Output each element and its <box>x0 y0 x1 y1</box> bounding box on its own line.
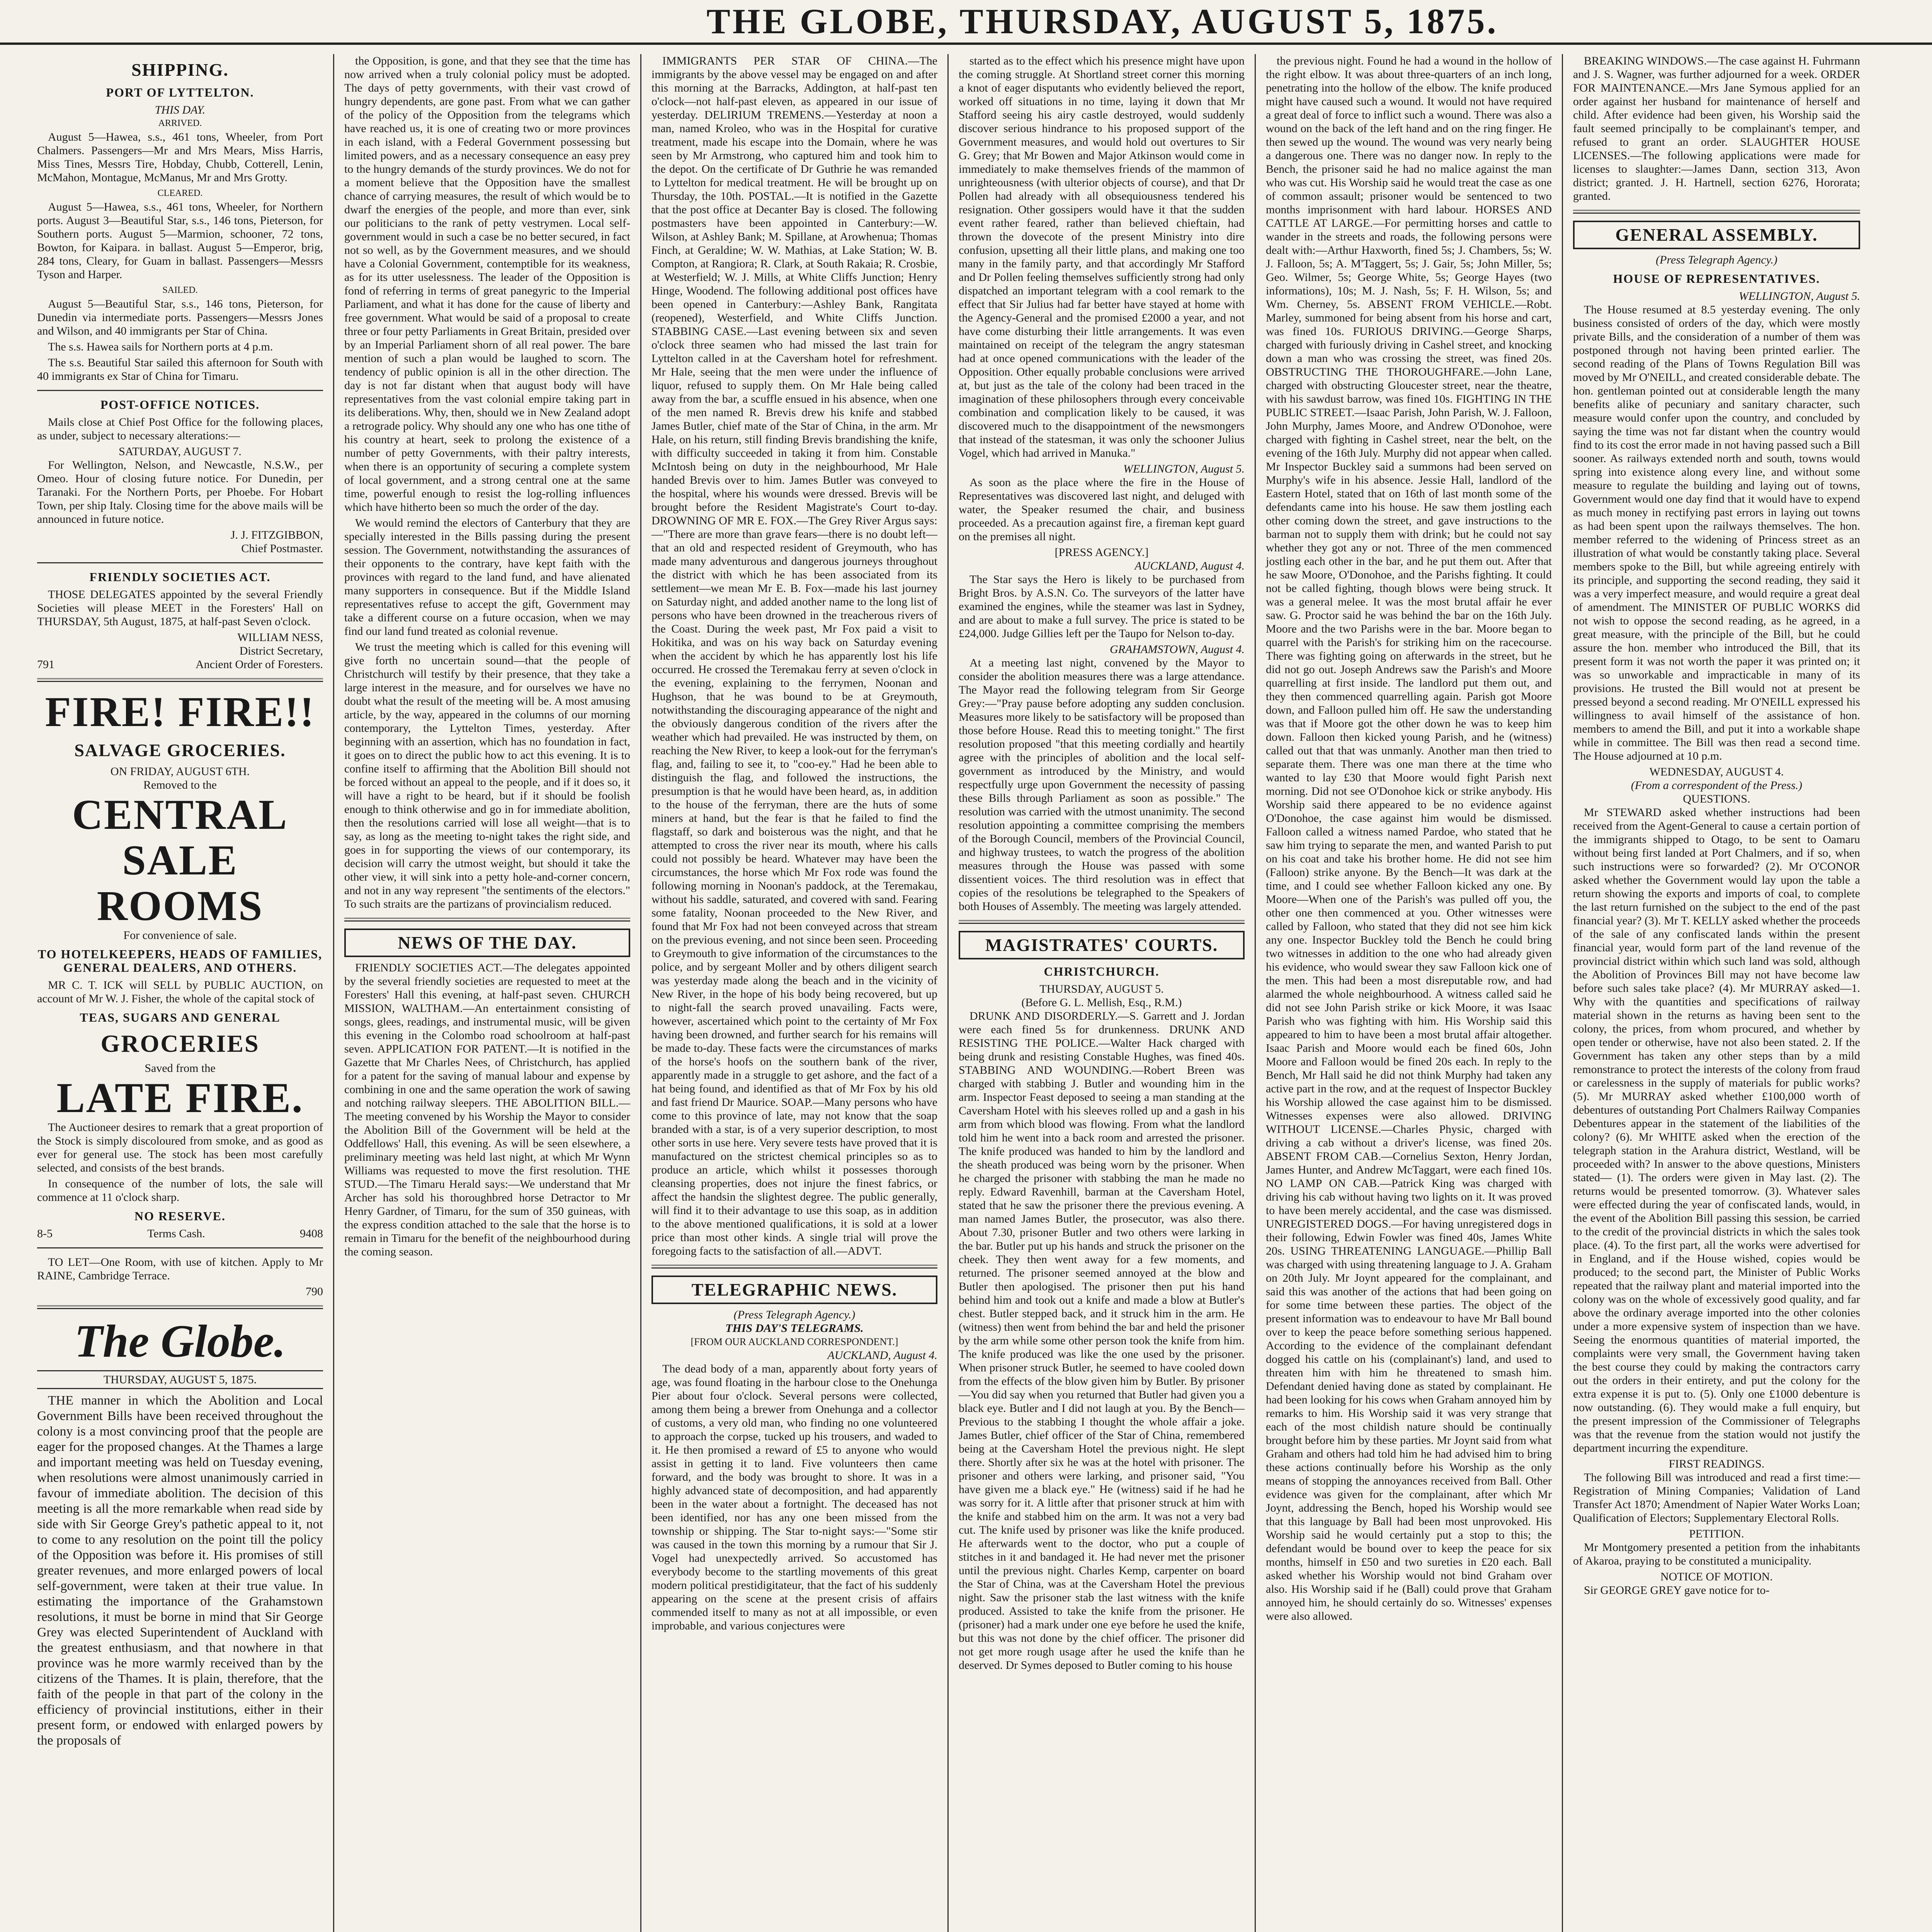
newspaper-columns <box>27 54 1932 1932</box>
court-reports: DRUNK AND DISORDERLY.—S. Garrett and J. Jordan were each fined 5s for drunkenness. DRUNK AND RESISTING THE POLICE.—Walter Hack charged with being drunk and resisting Constable Hughes, was fined 40s. STABBING AND WOUNDING.—Robert Breen was charged with stabbing J. Butler and wounding him in the arm. Inspector Feast deposed to seeing a man standing at the Caversham Hotel with his sleeves rolled up and a gash in his arm from which blood was flowing. From what the landlord told him he went into a back room and arrested the prisoner. The knife produced was handed to him by the landlord and the sheath produced was being worn by the prisoner. When he charged the prisoner with stabbing the man he made no reply. Edward Ravenhill, barman at the Caversham Hotel, stated that he saw the prisoner there the previous evening. A man named James Butler, the prosecutor, was also there. About 7.30, prisoner Butler and two others were larking in the bar. Butler put up his hands and struck the prisoner on the cheek. They then went away for a few moments, and returned. The prisoner seemed annoyed at the blow and Butler then apologised. The prisoner then put his hand behind him and took out a knife and made a blow at Butler's chest. Butler stepped back, and it struck him in the arm. He (witness) then went from behind the bar and held the prisoner by the arm while some other person took the knife from him. The knife produced was like the one used by the prisoner. When prisoner struck Butler, he seemed to have cooled down from the effects of the blow given him by Butler. By prisoner—You did say when you returned that Butler had given you a black eye. Butler and I did not laugh at you. By the Bench—Previous to the stabbing I thought the whole affair a joke. James Butler, chief officer of the Star of China, remembered being at the Caversham Hotel the previous night. He slept there. Shortly after six he was at the hotel with prisoner. The prisoner and others were larking, and prisoner said, "You have given me a black eye." He (witness) said if he had he was sorry for it. A little after that prisoner struck at him with the knife and stabbed him on the arm. It was not a very bad cut. The knife used by prisoner was like the knife produced. He afterwards went to the doctor, who put a couple of stitches in it and bandaged it. He had never met the prisoner until the previous night. Charles Kemp, carpenter on board the Star of China, was at the Caversham Hotel the previous night. Saw the prisoner stab the last witness with the knife produced. Assisted to take the knife from the prisoner. He (prisoner) had a mark under one eye before he used the knife, but this was not done by the chief officer. The prisoner did not get more rough usage after he used the knife than he deserved. Dr Symes deposed to Butler coming to his house <box>959 1010 1245 1672</box>
friendly-signature-row <box>37 658 323 671</box>
post-office-text: Mails close at Chief Post Office for the following places, as under, subject to necessary alterations:— <box>37 416 323 442</box>
assembly-agency: (Press Telegraph Agency.) <box>1656 253 1777 266</box>
news-continued: IMMIGRANTS PER STAR OF CHINA.—The immigrants by the above vessel may be engaged on and after this morning at the Barracks, Addington, at half-past ten o'clock—not half-past eleven, as appeared in our issue of yesterday. DELIRIUM TREMENS.—Yesterday at noon a man, named Kroleo, who was in the Hospital for curative treatment, made his escape into the Domain, where he was seen by Mr Armstrong, who captured him and took him to the depot. On the certificate of Dr Guthrie he was remanded to Lyttelton for medical treatment. He will be brought up on Thursday, the 10th. POSTAL.—It is notified in the Gazette that the post office at Decanter Bay is closed. The following postmasters have been appointed in Canterbury:—W. Wilson, at Ashley Bank; M. Spillane, at Arowhenua; Thomas Finch, at Geraldine; W. W. Mathias, at Lake Station; W. B. Compton, at Rangiora; R. Clark, at South Rakaia; R. Crosbie, at Westerfield; W. J. Mills, at White Cliffs Junction; Henry Hinge, Woodend. The following additional post offices have been opened in Canterbury:—Ashley Bank, Rangitata (reopened), Westerfield, and White Cliffs Junction. STABBING CASE.—Last evening between six and seven o'clock three seamen who had missed the last train for Lyttelton called in at the Caversham hotel for refreshment. Mr Hale, seeing that the men were under the influence of liquor, refused to supply them. On Mr Hale being called away from the bar, a scuffle ensued in his absence, when one of the men named R. Brevis drew his knife and stabbed James Butler, chief mate of the Star of China, in the arm. Mr Hale, on his return, still finding Brevis brandishing the knife, with difficulty succeeded in taking it from him. Constable McIntosh being on duty in the neighbourhood, Mr Hale handed Brevis over to him. James Butler was conveyed to the hospital, where his wounds were dressed. Brevis will be brought before the Resident Magistrate's Court to-day. DROWNING OF MR E. FOX.—The Grey River Argus says:—"There are more than grave fears—there is no doubt left—that an old and respected resident of Greymouth, who has made many adventurous and dangerous journeys throughout the district with which he has been associated from its settlement—we mean Mr E. B. Fox—made his last journey on Saturday night, and added another name to the long list of persons who have been drowned in the treacherous rivers of the Coast. During the week past, Mr Fox paid a visit to Hokitika, and was on his way back on Saturday evening when the accident by which he has apparently lost his life occurred. He crossed the Teremakau ferry at seven o'clock in the evening, explaining to the ferrymen, Noonan and Hughson, that he was bound to be at Greymouth, notwithstanding the discouraging appearance of the night and the obviously dangerous condition of the rivers after the weather which had prevailed. He was instructed by them, on reaching the New River, to keep a look-out for the ferryman's flag, and, failing to see it, to "coo-ey." Had he been able to distinguish the flag, and followed the instructions, the presumption is that he would have been heard, as, in addition to the house of the ferryman, there are the huts of some miners at hand, but the fear is that he failed to find the flagstaff, so dark and boisterous was the night, and that he attempted to cross the river near its mouth, where his calls could not possibly be heard. Whatever may have been the circumstances, the horse which Mr Fox rode was found the following morning in Noonan's paddock, at the Teremakau, without his saddle, saturated, and covered with sand. Fearing some fatality, Noonan proceeded to the New River, and found that Mr Fox had not been conveyed across that stream on the previous evening, and not since been seen. Proceeding to Greymouth to give information of the circumstances to the police, and by sergeant Moller and by others diligent search was yesterday made along the beach and in the vicinity of New River, in the hope of his body being recovered, but up to night-fall the search proved unavailing. Facts were, however, ascertained which point to the certainty of Mr Fox having been drowned, and further search for his remains will be made to-day. These facts were the circumstances of marks of the horse's hoofs on the southern bank of the river, apparently made in a struggle to get ashore, and the fact of a hat being found, and identified as that of Mr Fox by his old and fast friend Dr Maurice. SOAP.—Many persons who have come to this province of late, may not know that the soap branded with a star, is of a very superior description, to most other sorts in use here. Very severe tests have proved that it is manufactured on the strictest chemical principles so as to produce an article, which whilst it possesses thorough cleansing properties, does not injure the finest fabrics, or affect the handsin the slightest degree. The public generally, will find it to their advantage to use this soap, as in addition to the above mentioned qualifications, it is sold at a lower price than most other kinds. A single trial will prove the foregoing facts to the satisfaction of all.—ADVT. <box>651 54 937 1257</box>
telegram-continued: started as to the effect which his presence might have upon the coming struggle. At Shortland street corner this morning a knot of eager disputants who evidently believed the report, worked off situations in no time, laying it down that Mr Stafford seeing his airy castle destroyed, would suddenly discover serious hindrance to his proposed support of the Government measures, and would hold out overtures to Sir G. Grey; that Mr Bowen and Major Atkinson would come in immediately to make themselves friends of the mammon of unrighteousness (with ulterior objects of course), and that Dr Pollen had already with all obsequiousness tendered his resignation. Other gossipers would have it that the sudden event rather feared, rather than believed chieftain, had thrown the dovecote of the present Ministry into dire confusion, upsetting all their little plans, and making one too many in the family party, and that accordingly Mr Stafford and Dr Pollen feeling themselves sufficiently strong had only dispatched an important telegram with a cool remark to the effect that Sir Julius had far better have stayed at home with the Agency-General and the promised £2000 a year, and not have come disturbing their little arrangements. It was even maintained on receipt of the telegram the angry statesman had at once opened communications with the leader of the Opposition. Other equally probable conclusions were arrived at, but just as the tale of the colony had been traced in the imagination of these philosophers through every conceivable combination and complication likely to be caused, it was discovered much to the disappointment of the newsmongers that instead of the statesman, it was only the schooner Julius Vogel, which had arrived in Manuka." <box>959 54 1245 459</box>
friendly-societies-text: THOSE DELEGATES appointed by the several Friendly Societies will please MEET in the Foresters' Hall on THURSDAY, 5th August, 1875, at half-past Seven o'clock. <box>37 588 323 628</box>
friendly-signature-role: District Secretary, <box>239 645 323 657</box>
leader-continued: the Opposition, is gone, and that they see that the time has now arrived when a truly colonial policy must be adopted. The days of petty governments, with their vast crowd of hungry dependents, are gone past. From what we can gather of the policy of the Opposition from the telegrams which have reached us, it is one of creating two or more provinces in each island, with a Federal Government possessing but limited powers, and as a necessary consequence an easy prey to the hungry demands of the sturdy provinces. We do not for a moment believe that the Opposition have the smallest chance of carrying measures, the result of which would be to dwarf the energies of the people, and more than ever, sink our politicians to the rank of petty vestrymen. Local self-government would in such a case be no better secured, in fact not so well, as by the Government measures, and we should have a Colonial Government, contemptible for its weakness, as for its utter uselessness. The leader of the Opposition is fond of referring in terms of great panegyric to the Imperial Parliament, and what it has done for the cause of liberty and free government. What would be said of a proposal to create three or four petty Parliaments in Great Britain, presided over by an Imperial Parliament shorn of all real power. The bare mention of such a plan would be laughed to scorn. The tendency of public opinion is all in the other direction. The day is not far distant when that august body will have representatives from the vast colonial empire taking part in its deliberations. Why, then, should we in New Zealand adopt a retrograde policy. Why should any one who has one tithe of his country at heart, seek to prolong the existence of a number of petty Governments, with their paltry interests, when there is an opportunity of securing a complete system of local government, and a strong central one at the same time, powerful enough to resist the log-rolling influences which have hitherto been so much the order of the day. <box>344 54 630 514</box>
no-reserve-heading: NO RESERVE. <box>134 1209 226 1223</box>
salvage-heading: SALVAGE GROCERIES. <box>74 740 286 760</box>
divider <box>1573 210 1860 214</box>
wellington-dateline: WELLINGTON, August 5. <box>1123 463 1245 475</box>
magistrates-courts-heading: MAGISTRATES' COURTS. <box>959 931 1245 959</box>
post-office-signature-role: Chief Postmaster. <box>241 542 323 555</box>
this-day-label: THIS DAY. <box>155 104 206 116</box>
press-agency-label: [PRESS AGENCY.] <box>1054 546 1149 559</box>
grahamstown-text: At a meeting last night, convened by the Mayor to consider the abolition measures there was a large attendance. The Mayor read the following telegram from Sir George Grey:—"Pray pause before adopting any sudden conclusion. Measures more likely to be satisfactory will be proposed than those before House. Read this to meeting tonight." The first resolution proposed "that this meeting cordially and heartily agree with the principles of abolition and the local self-government as introduced by the Ministry, and would respectfully urge upon Government the necessity of passing these Bills through Parliament as soon as possible." The resolution was carried with the utmost unanimity. The second resolution appointing a committee comprising the members of the Borough Council, members of the Provincial Council, and highway trustees, to watch the progress of the abolition measures through the House was passed with some dissentient voices. The third resolution was in effect that copies of the resolutions be telegraphed to the Speakers of both Houses of Assembly. The meeting was largely attended. <box>959 656 1245 913</box>
cleared-label: CLEARED. <box>157 188 203 198</box>
terms-number: 9408 <box>299 1227 323 1240</box>
telegram-dateline: AUCKLAND, August 4. <box>827 1349 937 1362</box>
christchurch-heading: CHRISTCHURCH. <box>1044 964 1160 978</box>
auction-text: MR C. T. ICK will SELL by PUBLIC AUCTION, on account of Mr W. J. Fisher, the whole of the capital stock of <box>37 979 323 1005</box>
groceries-heading: GROCERIES <box>100 1030 260 1057</box>
central-heading: CENTRAL <box>72 791 288 838</box>
news-of-the-day-heading: NEWS OF THE DAY. <box>344 929 630 957</box>
first-readings-heading: FIRST READINGS. <box>1668 1458 1765 1470</box>
divider <box>651 1265 937 1269</box>
arrived-text: August 5—Hawea, s.s., 461 tons, Wheeler, from Port Chalmers. Passengers—Mr and Mrs Mears, Miss Harris, Miss Tines, Messrs Tire, Hobday, Chubb, Cotterell, Lenin, McMahon, Montague, McManus, Mr and Mrs Grotty. <box>37 131 323 184</box>
house-heading: HOUSE OF REPRESENTATIVES. <box>1613 272 1820 286</box>
arrived-label: ARRIVED. <box>158 118 202 128</box>
post-office-signature: J. J. FITZGIBBON, <box>230 529 323 541</box>
questions-heading: QUESTIONS. <box>1683 793 1750 805</box>
post-office-date: SATURDAY, AUGUST 7. <box>119 445 242 458</box>
lots-text: In consequence of the number of lots, the sale will commence at 11 o'clock sharp. <box>37 1177 323 1204</box>
divider <box>37 1247 323 1248</box>
news-of-the-day-text: FRIENDLY SOCIETIES ACT.—The delegates appointed by the several friendly societies are requested to meet at the Foresters' Hall this evening, at half-past seven. CHURCH MISSION, WALTHAM.—An entertainment consisting of songs, glees, readings, and instrumental music, will be given this evening in the Colombo road schoolroom at half-past seven. APPLICATION FOR PATENT.—It is notified in the Gazette that Mr Charles Nees, of Christchurch, has applied for a patent for the saving of manual labour and expense by combining in one and the same operation the work of sawing and notching railway sleepers. THE ABOLITION BILL.—The meeting convened by his Worship the Mayor to consider the Abolition Bill of the Government will be held at the Oddfellows' Hall, this evening. As will be seen elsewhere, a preliminary meeting was held last night, at which Mr Wynn Williams was requested to move the first resolution. THE STUD.—The Timaru Herald says:—We understand that Mr Archer has sold his thoroughbred horse Detractor to Mr Henry Gardner, of Timaru, for the sum of 350 guineas, with the express condition attached to the sale that the horse is to remain in Timaru for the benefit of the neighbourhood during the coming season. <box>344 961 630 1258</box>
telegram-text: The dead body of a man, apparently about forty years of age, was found floating in the harbour close to the Onehunga Pier about four o'clock. Several persons were collected, among them being a brewer from Onehunga and a collector of customs, a very old man, who finding no one volunteered to approach the corpse, tucked up his trousers, and waded to it. He then promised a reward of £5 to anyone who would assist in getting it to land. Five volunteers then came forward, and the body was brought to shore. It was in a highly advanced state of decomposition, and had apparently been in the water about a fortnight. The deceased has not been identified, nor has any one been missed from the township or shipping. The Star to-night says:—"Some stir was caused in the town this morning by a rumour that Sir J. Vogel had unexpectedly arrived. So accustomed has everybody become to the startling movements of this great modern political prestidigitateur, that the fact of his suddenly appearing on the scene at the present crisis of affairs commended itself to many as not at all impossible, or even improbable, and various conjectures were <box>651 1362 937 1632</box>
masthead <box>0 0 1932 45</box>
port-heading: PORT OF LYTTELTON. <box>106 85 254 99</box>
divider <box>37 1305 323 1309</box>
court-reports-continued: the previous night. Found he had a wound in the hollow of the right elbow. It was about three-quarters of an inch long, penetrating into the hollow of the elbow. The knife produced might have caused such a wound. It would not have required a great deal of force to inflict such a wound. There was also a wound on the back of the left hand and on the ring finger. He then sewed up the wound. The wound was very nearly being a dangerous one. There was no danger now. In reply to the Bench, the prisoner said he had no malice against the man who was cut. His Worship said he would treat the case as one of common assault; prisoner would be sentenced to two months imprisonment with hard labour. HORSES AND CATTLE AT LARGE.—For permitting horses and cattle to wander in the streets and roads, the following persons were dealt with:—Arthur Haxworth, fined 5s; J. Chambers, 5s; W. J. Falloon, 5s; A. M'Taggert, 5s; J. Gair, 5s; John Miller, 5s; Geo. Wilmer, 5s; George White, 5s; George Hayes (two informations), 10s; M. J. Nash, 5s; F. H. Wilson, 5s; and Wm. Cherney, 5s. ABSENT FROM VEHICLE.—Robt. Marley, summoned for being absent from his horse and cart, was fined 10s. FURIOUS DRIVING.—George Sharps, charged with furiously driving in Cashel street, and knocking down a man who was crossing the street, was fined 20s. OBSTRUCTING THE THOROUGHFARE.—John Lane, charged with obstructing Gloucester street, near the theatre, with his sawdust barrow, was fined 10s. FIGHTING IN THE PUBLIC STREET.—Isaac Parish, John Parish, W. J. Falloon, John Murphy, James Moore, and Andrew O'Donohoe, were charged with fighting in Cashel street, near the belt, on the evening of the 16th July. Murphy did not appear when called. Mr Inspector Buckley said a summons had been served on Murphy's wife in his absence. Jessie Hall, landlord of the Eastern Hotel, stated that on 16th of last month some of the defendants came into his house. He saw them jostling each other coming down the street, and gave instructions to the barman not to supply them with drink; but he could not say whether they got any or not. Three of the men commenced jostling each other in the bar, and he put them out. After that he saw Moore, O'Donohoe, and the Parishs fighting. It could not be called fighting, though blows were being struck. It was a general melee. It was the most brutal affair he ever saw. G. Proctor said he was behind the bar on the 16th July. Moore and the two Parishs were in the bar. Moore began to quarrel with the Parish's for striking him on the racecourse. There was fighting going on afterwards in the street, but he did not go out. Joseph Andrews saw the Parish's and Moore quarrelling at first inside. The landlord put them out, and they then commenced quarrelling again. Parish got Moore down, and Falloon pulled him off. He saw the understanding was that if Moore got the other down he was to keep him down. Falloon then kicked young Parish, and he (witness) called out that that was unmanly. Another man then tried to separate them. There was one man there at the time who wanted to lay £30 that Moore would fight Parish next morning. Did not see O'Donohoe kick or strike anybody. His Worship said there appeared to be no evidence against O'Donohoe, the case against him would be dismissed. Falloon called a witness named Pardoe, who stated that he saw him trying to separate the men, and wanted Parish to put on his coat and take his brother home. He did not see him (Falloon) strike anyone. By the Bench—It was dark at the time, and I could see whether Falloon kicked any one. By Moore—When one of the Parish's was pulled off you, the other one then commenced at you. Other witnesses were called by Falloon, who stated that they did not see him kick any one. Inspector Buckley told the Bench he could bring two witnesses in addition to the one who had already given his evidence, who would swear they saw Falloon kick one of the men. This had been a most disreputable row, and had alarmed the whole neighbourhood. A witness called said he did not see John Parish strike or kick Moore, it was Isaac Parish who was fighting with him. His Worship said this appeared to him to have been a most brutal affair altogether. Isaac Parish and Moore would each be fined 60s, John Moore and Falloon would be fined 20s each. In reply to the Bench, Mr Hall said he did not think Murphy had taken any active part in the row, and at the request of Inspector Buckley his Worship allowed the case against him to be dismissed. Witnesses expenses were also allowed. DRIVING WITHOUT LICENSE.—Charles Physic, charged with driving a cab without a driver's license, was fined 20s. ABSENT FROM CAB.—Cornelius Sexton, Henry Jordan, James Hunter, and Andrew McTaggart, were each fined 10s. NO LAMP ON CAB.—Patrick King was charged with driving his cab without having two lights on it. It was proved to have been merely accidental, and the case was dismissed. UNREGISTERED DOGS.—For having unregistered dogs in their following, Edwin Fowler was fined 40s, James White 20s. USING THREATENING LANGUAGE.—Phillip Ball was charged with using threatening language to J. A. Graham on 20th July. Mr Joynt appeared for the complainant, and said this was another of the actions that had been going on for some time between these parties. The object of the present information was to endeavour to have Mr Ball bound over to keep the peace before something serious happened. According to the evidence of the complainant defendant dogged his cattle on his (complainant's) land, and used to threaten him with him he threatened to smash him. Defendant denied having done as stated by complainant. He had been looking for his cows when Graham annoyed him by remarks to him. His Worship said it was very strange that each of the most childish nature should be continually brought before him by these parties. Mr Joynt said from what Graham and others had told him he had advised him to bring these actions continually before his Worship as the only means of stopping the annoyances received from Ball. Other evidence was given for the complainant, after which Mr Joynt, addressing the Bench, hoped his Worship would see that this language by Ball had been most unprovoked. His Worship said he would certainly put a stop to this; the defendant would be bound over to keep the peace for six months, himself in £50 and two sureties in £20 each. Ball asked whether his Worship would not bind Graham over also. His Worship said if he (Ball) could prove that Graham annoyed him, he should certainly do so. Witnesses' expenses were also allowed. <box>1266 54 1552 1622</box>
shipping-heading: SHIPPING. <box>131 60 229 80</box>
divider <box>959 920 1245 924</box>
column-4 <box>949 54 1256 1932</box>
divider <box>37 678 323 682</box>
friendly-signature: WILLIAM NESS, <box>237 631 323 644</box>
friendly-societies-heading: FRIENDLY SOCIETIES ACT. <box>89 570 271 584</box>
removed-label: Removed to the <box>143 779 217 791</box>
telegraphic-news-heading: TELEGRAPHIC NEWS. <box>651 1276 937 1304</box>
saved-label: Saved from the <box>145 1062 216 1075</box>
divider <box>37 562 323 563</box>
friendly-ad-number: 791 <box>37 658 54 671</box>
first-readings-text: The following Bill was introduced and read a first time:—Registration of Mining Companies; Validation of Land Transfer Act 1870; Amendment of Napier Water Works Loan; Qualification of Electors; Supplementary Electoral Rolls. <box>1573 1471 1860 1524</box>
terms-cash: Terms Cash. <box>147 1227 205 1240</box>
column-2 <box>334 54 641 1932</box>
shipping-note-2: The s.s. Beautiful Star sailed this afternoon for South with 40 immigrants ex Star of China for Timaru. <box>37 356 323 383</box>
globe-logo: The Globe. <box>74 1315 286 1367</box>
wellington-text: As soon as the place where the fire in the House of Representatives was discovered last night, and deluged with water, the Speaker resumed the chair, and business proceeded. As a precaution against fire, a fireman kept guard on the premises all night. <box>959 476 1245 543</box>
to-let-ad: TO LET—One Room, with use of kitchen. Apply to Mr RAINE, Cambridge Terrace. <box>37 1256 323 1282</box>
divider <box>37 390 323 391</box>
column-5 <box>1256 54 1563 1932</box>
convenience-label: For convenience of sale. <box>123 929 237 942</box>
todays-telegrams-label: THIS DAY'S TELEGRAMS. <box>725 1322 864 1335</box>
general-assembly-heading: GENERAL ASSEMBLY. <box>1573 221 1860 249</box>
assembly-dateline: WELLINGTON, August 5. <box>1739 290 1860 303</box>
terms-row <box>37 1227 323 1240</box>
masthead-title: THE GLOBE, THURSDAY, AUGUST 5, 1875. <box>706 2 1498 41</box>
notice-heading: NOTICE OF MOTION. <box>1660 1570 1773 1583</box>
house-report: The House resumed at 8.5 yesterday evening. The only business consisted of orders of the day, which were mostly private Bills, and the consideration of a number of them was postponed through not having been printed earlier. The second reading of the Plans of Towns Regulation Bill was moved by Mr O'NEILL, and created considerable debate. The hon. gentleman pointed out at considerable length the many benefits alike of pecuniary and sanitary character, such measure would confer upon the country, and concluded by saying the time was not far distant when the country would find to its cost the error made in not having passed such a Bill sooner. As railways extended north and south, towns would spring into existence along every line, and without some measure to regulate the building and laying out of towns, Government would one day find that it would have to expend as much money in rectifying past errors in laying out towns as had been spent upon the railways themselves. The hon. member referred to the widening of Princess street as an illustration of what would be constantly taking place. Several members spoke to the Bill, but while agreeing entirely with its principle, and supporting the second reading, they said it was a very imperfect measure, and would require a great deal of amendment. The MINISTER OF PUBLIC WORKS did not wish to oppose the second reading, as he agreed, in a great measure, with the principle of the Bill, but he could assure the hon. member who introduced the Bill, that its present form it was not worth the paper it was printed on; it was so unworkable and impracticable in many of its provisions. He trusted the Bill would not at present be pressed beyond a second reading. Mr O'NEILL expressed his willingness to avail himself of the assistance of hon. members to amend the Bill, and put it into a workable shape while in committee. The Bill was then read a second time. The House adjourned at 10 p.m. <box>1573 303 1860 762</box>
sailed-text: August 5—Beautiful Star, s.s., 146 tons, Pieterson, for Dunedin via intermediate ports. Passengers—Messrs Jones and Wilson, and 40 immigrants per Star of China. <box>37 298 323 337</box>
late-fire-heading: LATE FIRE. <box>56 1074 304 1121</box>
court-reports-final: BREAKING WINDOWS.—The case against H. Fuhrmann and J. S. Wagner, was further adjourned for a week. ORDER FOR MAINTENANCE.—Mrs Jane Symous applied for an order against her husband for maintenance of herself and child. After evidence had been given, his Worship said the fault seemed principally to be complainant's temper, and refused to grant an order. SLAUGHTER HOUSE LICENSES.—The following applications were made for licenses to slaughter:—James Dann, section 313, Avon district; granted. J. H. Hartnell, section 6276, Hororata; granted. <box>1573 54 1860 202</box>
friendly-signature-org: Ancient Order of Foresters. <box>196 658 323 671</box>
telegram-source: [FROM OUR AUCKLAND CORRESPONDENT.] <box>690 1336 898 1347</box>
telegraph-agency: (Press Telegraph Agency.) <box>733 1308 855 1321</box>
hotelkeepers-heading: TO HOTELKEEPERS, HEADS OF FAMILIES, GENERAL DEALERS, AND OTHERS. <box>37 947 323 975</box>
column-3 <box>641 54 949 1932</box>
column-6 <box>1563 54 1870 1932</box>
teas-heading: TEAS, SUGARS AND GENERAL <box>80 1010 281 1024</box>
leader-paragraph-2: We would remind the electors of Canterbury that they are specially interested in the Bills passing during the present session. The Government, notwithstanding the assurances of their opponents to the contrary, have kept faith with the provinces with regard to the land fund, and have alienated many supporters in consequence. But if the Middle Island representatives refuse to accept the gift, Government may take a different course on a future occasion, when we may find our land fund treated as colonial revenue. <box>344 517 630 638</box>
petition-heading: PETITION. <box>1689 1527 1744 1540</box>
auckland-dateline: AUCKLAND, August 4. <box>1134 560 1245 572</box>
post-office-heading: POST-OFFICE NOTICES. <box>100 398 260 412</box>
leader-paragraph-3: We trust the meeting which is called for this evening will give forth no uncertain sound—that the people of Christchurch will testify by their presence, that they take a large interest in the measure, and for ourselves we have no doubt what the result of the meeting will be. A most amusing article, by the way, appeared in the columns of our morning contemporary, the Lyttelton Times, yesterday. After beginning with an assertion, which has no foundation in fact, it goes on to direct the public how to act this evening. It is to confine itself to affirming that the Abolition Bill should not be forced without an appeal to the people, and if it does so, it will have a right to be heard, but if it should be foolish enough to think otherwise and go in for immediate abolition, then the resolutions carried will lose all weight—that is to say, as long as the meeting to-night takes the right side, and goes in for supporting the views of our contemporary, its decision will carry the utmost weight, but should it take the other view, it will sink into a petty hole-and-corner concern, and not in any way represent "the sentiments of the electors." To such straits are the partizans of provincialism reduced. <box>344 641 630 910</box>
divider <box>344 918 630 922</box>
terms-left: 8-5 <box>37 1227 53 1240</box>
post-office-list: For Wellington, Nelson, and Newcastle, N.S.W., per Omeo. Hour of closing future notice. For Dunedin, per Taranaki. For the Northern Ports, per Phoebe. For Hobart Town, per ship Italy. Closing time for the above mails will be announced in future notice. <box>37 459 323 526</box>
auckland-text: The Star says the Hero is likely to be purchased from Bright Bros. by A.S.N. Co. The surveyors of the latter have examined the engines, while the steamer was last in Sydney, and are about to make a full survey. The price is stated to be £24,000. Judge Gillies left per the Taupo for Nelson to-day. <box>959 573 1245 640</box>
auction-day: ON FRIDAY, AUGUST 6TH. <box>110 765 250 778</box>
court-before: (Before G. L. Mellish, Esq., R.M.) <box>1021 996 1182 1009</box>
correspondent-label: (From a correspondent of the Press.) <box>1631 779 1803 792</box>
to-let-number: 790 <box>306 1285 323 1298</box>
court-date: THURSDAY, AUGUST 5. <box>1039 983 1164 995</box>
sailed-label: SAILED. <box>162 285 198 295</box>
column-1 <box>27 54 334 1932</box>
shipping-note-1: The s.s. Hawea sails for Northern ports at 4 p.m. <box>48 340 273 353</box>
questions-text: Mr STEWARD asked whether instructions had been received from the Agent-General to cause a certain portion of the immigrants shipped to Otago, to be sent to Oamaru without being first landed at Port Chalmers, and if so, when such instructions were so forwarded? (2). Mr O'CONOR asked whether the Government would lay upon the table a return showing the exports and imports of coal, to complete the last return furnished on the subject to the end of the past financial year? (3). Mr T. KELLY asked whether the proceeds of the sale of any confiscated lands within the present financial year, would form part of the land revenue of the provincial district within which such land was sold, although the Abolition of Provinces Bill may not have become law before such sales take place? (4). Mr MURRAY asked—1. Why with the quantities and specifications of railway material shown in the returns as having been sent to the colony, the prices, from whom procured, and whether by open tender or otherwise, have not also been stated. 2. If the Government has taken any other steps than by a mild remonstrance to protect the interests of the colony from fraud or carelessness in the supply of materials for public works? (5). Mr MURRAY asked whether £100,000 worth of debentures of outstanding Port Chalmers Railway Companies Debentures appear in the statement of the liabilities of the colony? (6). Mr WHITE asked when the erection of the telegraph station in the Arahura district, Westland, will be proceeded with? In answer to the above questions, Ministers stated— (1). The orders were given in May last. (2). The returns would be presented tomorrow. (3). Whatever sales were effected during the year of confiscated lands, would, in the event of the Abolition Bill passing this session, be carried to the credit of the provincial districts in which the sales took place. (4). To the first part, all the works were advertised for in England, and if the House wished, copies would be produced; to the second part, the Minister of Public Works repeated that the railway plant and material imported into the colony was on the whole of excessively good quality, and far above the ordinary average imported into the other colonies under a more expensive system of inspection than we have. Seeing the enormous quantities of material imported, the complaints were very small, the Government having taken the best course they could by making the contractors carry out the orders in their entirety, and put the colony for the extra expense it is put to. (5). Only one £1000 debenture is now outstanding. (6). They would make a full enquiry, but the present impression of the Commissioner of Telegraphs was that the revenue from the station would not justify the department incurring the expenditure. <box>1573 806 1860 1454</box>
leader-article: THE manner in which the Abolition and Local Government Bills have been received throughout the colony is a most convincing proof that the people are eager for the proposed changes. At the Thames a large and important meeting was held on Tuesday evening, when resolutions were almost unanimously carried in favour of immediate abolition. The decision of this meeting is all the more remarkable when read side by side with Sir George Grey's pathetic appeal to it, not to come to any resolution on the point till the policy of the Opposition was before it. His promises of still greater revenues, and more enlarged powers of local self-government, were taken at their true value. In estimating the importance of the Grahamstown resolutions, it must be borne in mind that Sir George Grey was elected Superintendent of Auckland with the greatest enthusiasm, and that nowhere in that province was he more warmly received than by the citizens of the Thames. It is plain, therefore, that the faith of the people in that part of the colony in the efficiency of provincial institutions, either in their present form, or endowed with enlarged powers by the proposals of <box>37 1393 323 1748</box>
notice-text: Sir GEORGE GREY gave notice for to- <box>1584 1584 1770 1597</box>
fire-heading: FIRE! FIRE!! <box>45 688 315 735</box>
wednesday-label: WEDNESDAY, AUGUST 4. <box>1649 765 1784 778</box>
auction-remark: The Auctioneer desires to remark that a great proportion of the Stock is simply discoloured from smoke, and as good as ever for general use. The stock has been most carefully selected, and consists of the best brands. <box>37 1121 323 1174</box>
globe-dateline: THURSDAY, AUGUST 5, 1875. <box>37 1370 323 1389</box>
petition-text: Mr Montgomery presented a petition from the inhabitants of Akaroa, praying to be constituted a municipality. <box>1573 1541 1860 1567</box>
grahamstown-dateline: GRAHAMSTOWN, August 4. <box>1110 643 1245 656</box>
cleared-text: August 5—Hawea, s.s., 461 tons, Wheeler, for Northern ports. August 3—Beautiful Star, s.s., 146 tons, Pieterson, for Southern ports. August 5—Marmion, schooner, 72 tons, Bowton, for Kaipara. in ballast. August 5—Emperor, brig, 284 tons, Cleary, for Guam in ballast. Passengers—Messrs Tyson and Harper. <box>37 201 323 281</box>
sale-rooms-heading: SALE ROOMS <box>97 837 264 929</box>
